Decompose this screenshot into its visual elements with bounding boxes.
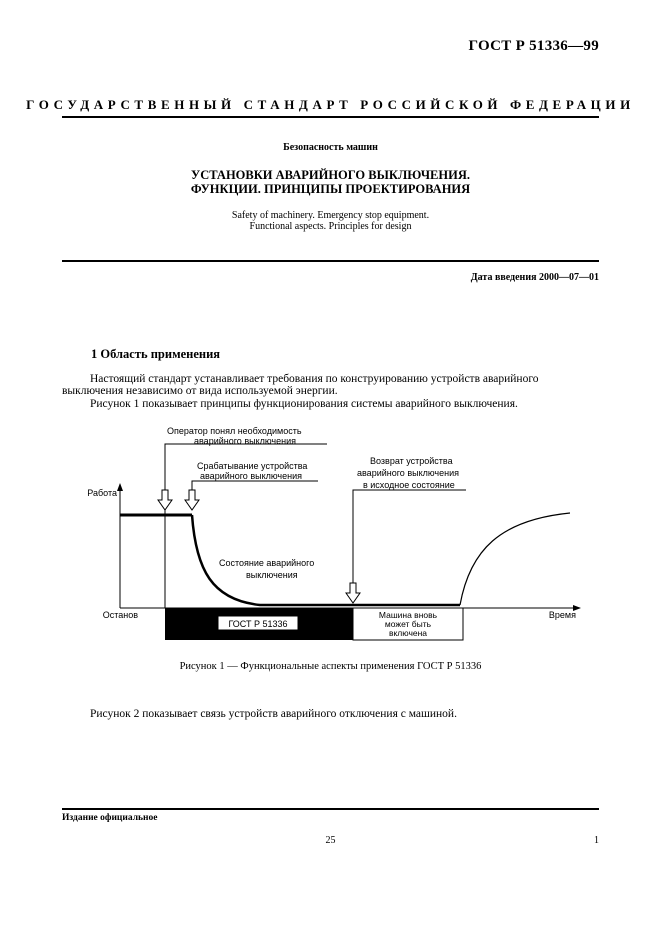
trigger-marker-line (192, 481, 318, 493)
official-edition-note: Издание официальное (62, 813, 158, 823)
paragraph-1-line-2: выключения независимо от вида используемой энергии. (62, 385, 338, 397)
operator-arrow-icon (158, 490, 172, 510)
document-code: ГОСТ Р 51336—99 (468, 38, 599, 54)
english-title-line-2: Functional aspects. Principles for design (249, 221, 412, 232)
paragraph-1 (62, 373, 599, 397)
title-line-2: ФУНКЦИИ. ПРИНЦИПЫ ПРОЕКТИРОВАНИЯ (190, 182, 471, 196)
introduction-date: Дата введения 2000—07—01 (470, 272, 599, 283)
axis-label-stop: Останов (102, 610, 138, 620)
box-restart-2: может быть (384, 619, 432, 629)
label-return-1: Возврат устройства (370, 456, 453, 466)
return-arrow-icon (346, 583, 360, 603)
rise-curve (460, 513, 570, 605)
subject-line: Безопасность машин (283, 142, 378, 153)
label-trigger-1: Срабатывание устройства (197, 461, 308, 471)
english-title-line-1: Safety of machinery. Emergency stop equipment. (231, 210, 430, 221)
state-standard-heading: ГОСУДАРСТВЕННЫЙ СТАНДАРТ РОССИЙСКОЙ ФЕДЕРАЦИИ (26, 97, 635, 112)
header-rule (62, 116, 599, 118)
title-rule (62, 260, 599, 262)
label-state-2: выключения (246, 570, 298, 580)
footer-rule (62, 808, 599, 810)
figure-1-diagram (0, 420, 661, 652)
sheet-number: 1 (594, 835, 599, 846)
figure-caption: Рисунок 1 — Функциональные аспекты применения ГОСТ Р 51336 (179, 661, 482, 672)
return-marker-line (353, 490, 466, 592)
label-operator-2: аварийного выключения (194, 436, 296, 446)
document-title (0, 168, 661, 196)
box-restart-3: включена (388, 628, 428, 638)
label-trigger-2: аварийного выключения (200, 471, 302, 481)
label-return-2: аварийного выключения (357, 468, 459, 478)
section-heading: 1 Область применения (91, 347, 221, 361)
box-restart-1: Машина вновь (378, 610, 438, 620)
paragraph-1-line-1: Настоящий стандарт устанавливает требования по конструированию устройств аварийного (90, 373, 539, 385)
english-title (0, 210, 661, 232)
title-line-1: УСТАНОВКИ АВАРИЙНОГО ВЫКЛЮЧЕНИЯ. (191, 168, 470, 182)
paragraph-3: Рисунок 2 показывает связь устройств аварийного отключения с машиной. (90, 708, 457, 720)
label-return-3: в исходное состояние (363, 480, 455, 490)
page-number: 25 (325, 835, 336, 846)
label-state-1: Состояние аварийного (219, 558, 315, 568)
label-operator-1: Оператор понял необходимость (167, 426, 302, 436)
axis-label-work: Работа (87, 488, 117, 498)
axis-label-time: Время (548, 610, 576, 620)
trigger-arrow-icon (185, 490, 199, 510)
paragraph-2: Рисунок 1 показывает принципы функционирования системы аварийного выключения. (90, 398, 518, 410)
box-standard-label: ГОСТ Р 51336 (228, 619, 288, 629)
